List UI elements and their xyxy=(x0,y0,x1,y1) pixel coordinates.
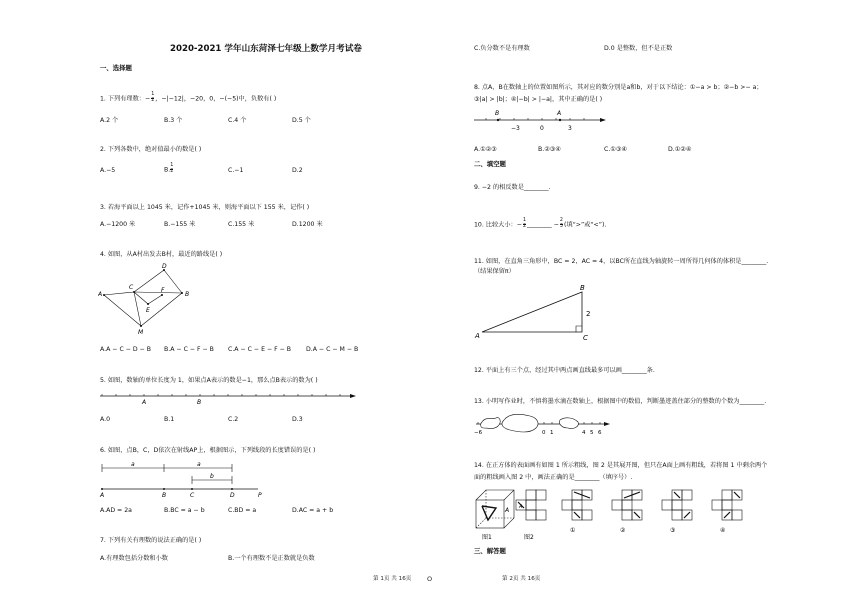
question-9: 9. −2 的相反数是________. xyxy=(474,184,551,191)
q11-label-a: A xyxy=(475,332,480,340)
q4-route-diagram xyxy=(98,262,198,336)
q8-option-d[interactable]: D.①②④ xyxy=(668,146,692,153)
q14-option-net-2 xyxy=(612,490,642,520)
q6-point-d: D xyxy=(230,492,235,499)
q8-option-c[interactable]: C.①③④ xyxy=(604,146,627,153)
q5-option-d[interactable]: D.3 xyxy=(292,416,303,423)
q1-option-c[interactable]: C.4 个 xyxy=(228,117,247,124)
q14-option-net-3 xyxy=(662,490,692,520)
q6-label-b-length: b xyxy=(210,473,214,480)
q6-label-a1: a xyxy=(131,461,135,468)
question-12: 12. 平面上有三个点，经过其中两点画直线最多可以画________条. xyxy=(474,367,655,374)
question-3: 3. 若海平面以上 1045 米，记作+1045 米，则海平面以下 155 米，记作( ) xyxy=(100,204,310,211)
q14-option-net-4 xyxy=(712,490,742,520)
q13-ink-blot-middle xyxy=(502,414,538,432)
question-1 xyxy=(100,93,276,104)
q4-label-f: F xyxy=(161,287,165,294)
binding-mark: O xyxy=(427,575,433,583)
q13-tick-5: 5 xyxy=(590,430,594,436)
q4-label-c: C xyxy=(129,284,134,291)
page-right xyxy=(430,0,860,608)
q13-ink-number-line xyxy=(474,410,614,440)
question-2: 2. 下列各数中，绝对值最小的数是( ) xyxy=(100,146,202,153)
q4-option-d[interactable]: D.A − C − M − B xyxy=(306,346,359,353)
q14-label-opt4: ④ xyxy=(720,527,726,534)
q2-option-d[interactable]: D.2 xyxy=(292,167,303,174)
question-10: 10. 比较大小：− $\frac{1}{2}$ ________ − $\frac{2}{3}$ (填“>”或“<”). xyxy=(474,218,607,229)
question-5: 5. 如图，数轴的单位长度为 1，如果点A表示的数是−1，那么点B表示的数为( ) xyxy=(100,377,318,384)
q5-option-c[interactable]: C.2 xyxy=(228,416,239,423)
q10-fraction-1: $\frac{1}{2}$ xyxy=(522,218,526,229)
q1-stem: 1. 下列有理数：− xyxy=(100,95,151,103)
question-13: 13. 小明写作业时，不慎将墨水滴在数轴上，根据图中的数值，判断墨迹盖住部分的整数的个数为________. xyxy=(474,398,767,405)
q8-label-a: A xyxy=(557,110,562,117)
q14-label-fig1: 图1 xyxy=(482,534,492,541)
q6-segment-diagram xyxy=(98,456,270,500)
q14-label-fig2: 图2 xyxy=(524,534,534,541)
q4-option-c[interactable]: C.A − C − E − F − B xyxy=(228,346,292,353)
question-14-line-2: 面的粗线画入图 2 中，画法正确的是________（填序号）. xyxy=(474,474,633,481)
q3-option-b[interactable]: B.−155 米 xyxy=(164,221,196,228)
q6-option-b[interactable]: B.BC = a − b xyxy=(164,507,205,514)
q5-option-b[interactable]: B.1 xyxy=(164,416,175,423)
q3-option-d[interactable]: D.1200 米 xyxy=(292,221,323,228)
q8-tick-3: 3 xyxy=(568,125,572,132)
q6-point-b: B xyxy=(162,492,167,499)
q13-tick-4: 4 xyxy=(582,430,586,436)
q8-label-b: B xyxy=(495,110,500,117)
q2-option-c[interactable]: C.−1 xyxy=(228,167,244,174)
question-8-line-1: 8. 点A，B在数轴上的位置如图所示，其对应的数分别是a和b，对于以下结论：①−a > b；②−b >− a； xyxy=(474,84,763,91)
q14-label-opt3: ③ xyxy=(670,527,676,534)
q11-length-bc: 2 xyxy=(586,310,591,318)
q6-point-p: P xyxy=(258,492,262,499)
q3-option-a[interactable]: A.−1200 米 xyxy=(100,221,136,228)
q7-option-b[interactable]: B.一个有理数不是正数就是负数 xyxy=(228,555,315,562)
q10-fraction-2: $\frac{2}{3}$ xyxy=(559,218,563,229)
q4-option-a[interactable]: A.A − C − D − B xyxy=(100,346,152,353)
q13-tick-0: 0 xyxy=(542,430,546,436)
section-heading-choice: 一、选择题 xyxy=(100,64,132,72)
q13-ink-blot-left xyxy=(481,418,500,429)
q5-number-line xyxy=(98,388,358,408)
q6-option-d[interactable]: D.AC = a + b xyxy=(292,507,334,514)
q11-right-triangle xyxy=(474,280,604,344)
q3-option-c[interactable]: C.155 米 xyxy=(228,221,255,228)
q14-face-a-fig2: A xyxy=(519,504,523,510)
q2-option-a[interactable]: A.−5 xyxy=(100,167,116,174)
question-14-line-1: 14. 在正方体的表面画有如图 1 所示粗线，图 2 是其展开图，但只在A面上画有粗线，若将图 1 中剩余两个 xyxy=(474,462,768,469)
q5-option-a[interactable]: A.0 xyxy=(100,416,111,423)
q5-label-a: A xyxy=(142,399,147,406)
q1-option-a[interactable]: A.2 个 xyxy=(100,117,119,124)
section-heading-fill: 二、填空题 xyxy=(474,160,506,168)
q6-point-c: C xyxy=(190,492,195,499)
q4-option-b[interactable]: B.A − C − F − B xyxy=(164,346,214,353)
page-title: 2020-2021 学年山东菏泽七年级上数学月考试卷 xyxy=(170,44,362,54)
q13-ink-blot-right xyxy=(559,418,578,429)
q13-tick-6: 6 xyxy=(598,430,602,436)
q1-option-b[interactable]: B.3 个 xyxy=(164,117,183,124)
question-4: 4. 如图，从A村出发去B村，最近的路线是( ) xyxy=(100,251,223,258)
q7-option-c[interactable]: C.负分数不是有理数 xyxy=(474,45,530,52)
footer-page-1: 第 1页 共 16页 xyxy=(373,576,412,582)
q13-tick-neg6: −6 xyxy=(474,430,483,436)
q1-fraction: $\frac{1}{2}$ xyxy=(151,92,155,103)
question-6: 6. 如图，点B，C，D依次在射线AP上，根据图示，下列线段的长度错误的是( ) xyxy=(100,447,316,454)
q2-option-b[interactable]: B. $\frac{1}{2}$ xyxy=(164,163,174,174)
q14-cube-figures xyxy=(472,486,772,542)
q4-label-m: M xyxy=(138,329,144,336)
q14-label-opt1: ① xyxy=(570,527,576,534)
question-11-line-2: （结果保留π） xyxy=(474,268,515,275)
q8-option-b[interactable]: B.②③④ xyxy=(538,146,561,153)
q4-label-e: E xyxy=(146,307,150,314)
q14-face-a-fig1: A xyxy=(505,507,510,514)
q11-label-c: C xyxy=(583,334,588,342)
q14-option-net-1 xyxy=(562,490,592,520)
q4-label-d: D xyxy=(162,263,167,270)
q6-option-a[interactable]: A.AD = 2a xyxy=(100,507,132,514)
q1-option-d[interactable]: D.5 个 xyxy=(292,117,311,124)
q8-number-line xyxy=(472,106,608,136)
q4-label-a: A xyxy=(98,291,103,298)
q1-stem-rest: ，−|−12|，−20，0，−(−5)中，负数有( ) xyxy=(155,95,277,103)
question-8-line-2: ③|a| > |b|；④|−b| > |−a|，其中正确的是( ) xyxy=(474,96,603,103)
q7-option-a[interactable]: A.有理数包括分数和小数 xyxy=(100,555,168,562)
q5-label-b: B xyxy=(197,399,202,406)
q8-option-a[interactable]: A.①②③ xyxy=(474,146,497,153)
q8-tick-neg3: −3 xyxy=(511,125,520,132)
question-11-line-1: 11. 如图，在直角三角形中，BC = 2，AC = 4，以BC所在直线为轴旋转一周所得几何体的体积是________. xyxy=(474,258,769,265)
q14-label-opt2: ② xyxy=(620,527,626,534)
q13-tick-1: 1 xyxy=(550,430,554,436)
q11-label-b: B xyxy=(580,284,585,292)
footer-page-2: 第 2页 共 16页 xyxy=(502,576,541,582)
q8-tick-0: 0 xyxy=(540,125,544,132)
q6-point-a: A xyxy=(100,492,105,499)
question-7: 7. 下列有关有理数的说法正确的是( ) xyxy=(100,537,202,544)
q4-label-b: B xyxy=(185,291,190,298)
section-heading-answer: 三、解答题 xyxy=(474,547,506,555)
q6-label-a2: a xyxy=(197,461,201,468)
q6-option-c[interactable]: C.BD = a xyxy=(228,507,257,514)
q7-option-d[interactable]: D.0 是整数，但不是正数 xyxy=(604,45,673,52)
q2-b-fraction: $\frac{1}{2}$ xyxy=(170,163,174,174)
